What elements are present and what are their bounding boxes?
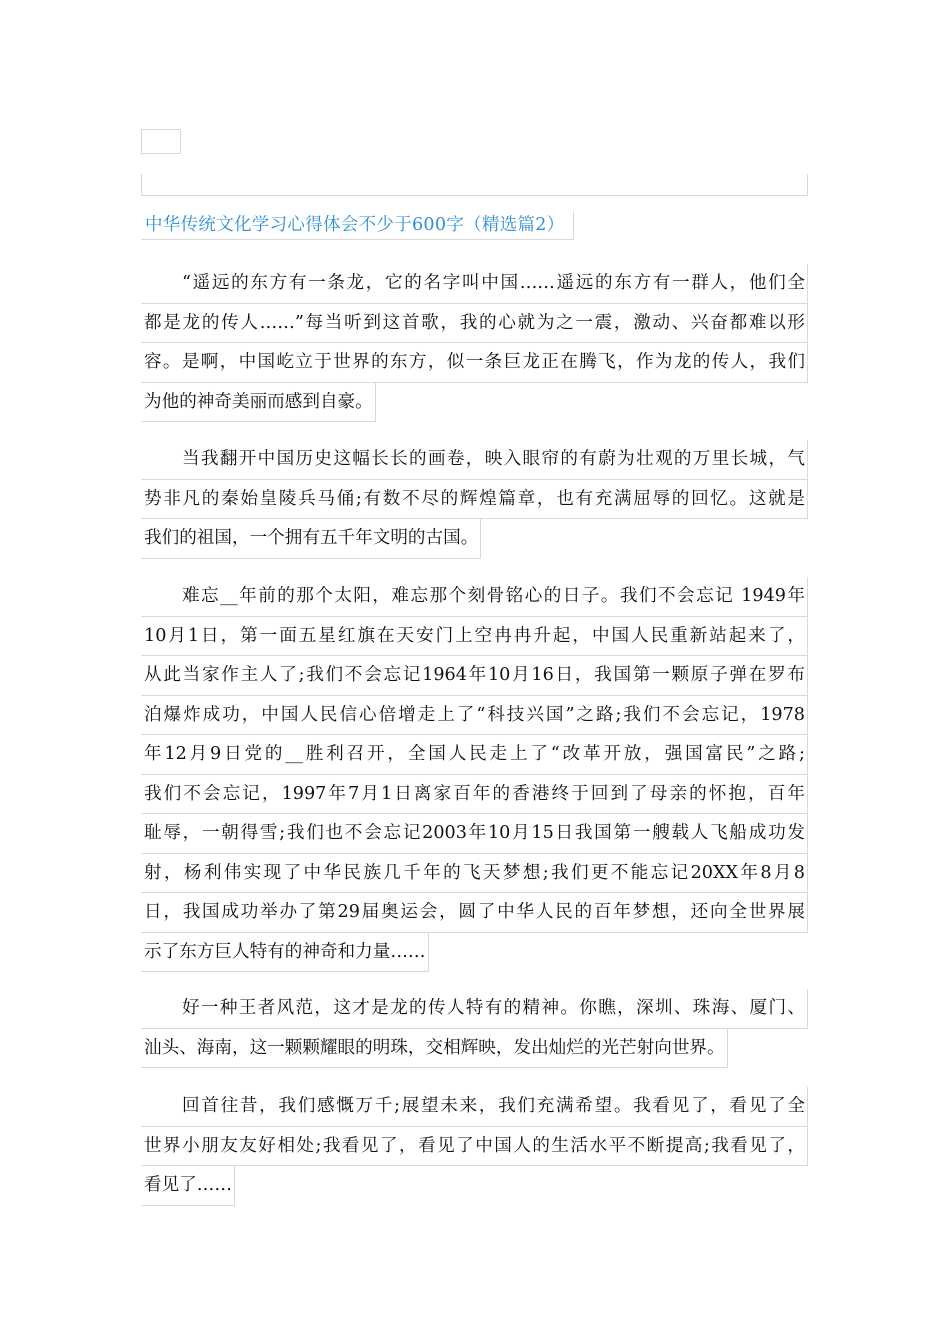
paragraph-line: 为他的神奇美丽而感到自豪。: [141, 383, 376, 423]
paragraph-line: 从此当家作主人了;我们不会忘记1964年10月16日，我国第一颗原子弹在罗布: [141, 656, 808, 696]
section-title: 中华传统文化学习心得体会不少于600字（精选篇2）: [141, 211, 574, 240]
paragraph-2: [141, 440, 809, 563]
paragraph-line: 回首往昔，我们感慨万千;展望未来，我们充满希望。我看见了，看见了全: [141, 1087, 808, 1127]
paragraph-line: 容。是啊，中国屹立于世界的东方，似一条巨龙正在腾飞，作为龙的传人，我们: [141, 343, 808, 383]
paragraph-line: 都是龙的传人……”每当听到这首歌，我的心就为之一震，激动、兴奋都难以形: [141, 304, 808, 344]
paragraph-4: [141, 989, 809, 1072]
paragraph-line: 看见了……: [141, 1166, 235, 1206]
paragraph-line: 汕头、海南，这一颗颗耀眼的明珠，交相辉映，发出灿烂的光芒射向世界。: [141, 1029, 728, 1069]
header-rule: [141, 174, 808, 196]
paragraph-1: [141, 264, 809, 426]
paragraph-line: 射，杨利伟实现了中华民族几千年的飞天梦想;我们更不能忘记20XX年8月8: [141, 854, 808, 894]
paragraph-line: 当我翻开中国历史这幅长长的画卷，映入眼帘的有蔚为壮观的万里长城，气: [141, 440, 808, 480]
paragraph-3: [141, 577, 809, 976]
header-placeholder-box: [141, 129, 181, 154]
paragraph-line: 势非凡的秦始皇陵兵马俑;有数不尽的辉煌篇章，也有充满屈辱的回忆。这就是: [141, 480, 808, 520]
paragraph-line: 世界小朋友友好相处;我看见了，看见了中国人的生活水平不断提高;我看见了，: [141, 1127, 808, 1167]
paragraph-line: 我们的祖国，一个拥有五千年文明的古国。: [141, 519, 481, 559]
paragraph-line: 10月1日，第一面五星红旗在天安门上空冉冉升起，中国人民重新站起来了，: [141, 617, 808, 657]
paragraph-5: [141, 1087, 809, 1210]
paragraph-line: 难忘__年前的那个太阳，难忘那个刻骨铭心的日子。我们不会忘记 1949年: [141, 577, 808, 617]
paragraph-line: 泊爆炸成功，中国人民信心倍增走上了“科技兴国”之路;我们不会忘记，1978: [141, 696, 808, 736]
paragraph-line: 年12月9日党的__胜利召开，全国人民走上了“改革开放，强国富民”之路;: [141, 735, 808, 775]
paragraph-line: 我们不会忘记，1997年7月1日离家百年的香港终于回到了母亲的怀抱，百年: [141, 775, 808, 815]
paragraph-line: 日，我国成功举办了第29届奥运会，圆了中华人民的百年梦想，还向全世界展: [141, 893, 808, 933]
paragraph-line: 好一种王者风范，这才是龙的传人特有的精神。你瞧，深圳、珠海、厦门、: [141, 989, 808, 1029]
paragraph-line: 耻辱，一朝得雪;我们也不会忘记2003年10月15日我国第一艘载人飞船成功发: [141, 814, 808, 854]
paragraph-line: 示了东方巨人特有的神奇和力量……: [141, 933, 429, 973]
paragraph-line: “遥远的东方有一条龙，它的名字叫中国……遥远的东方有一群人，他们全: [141, 264, 808, 304]
